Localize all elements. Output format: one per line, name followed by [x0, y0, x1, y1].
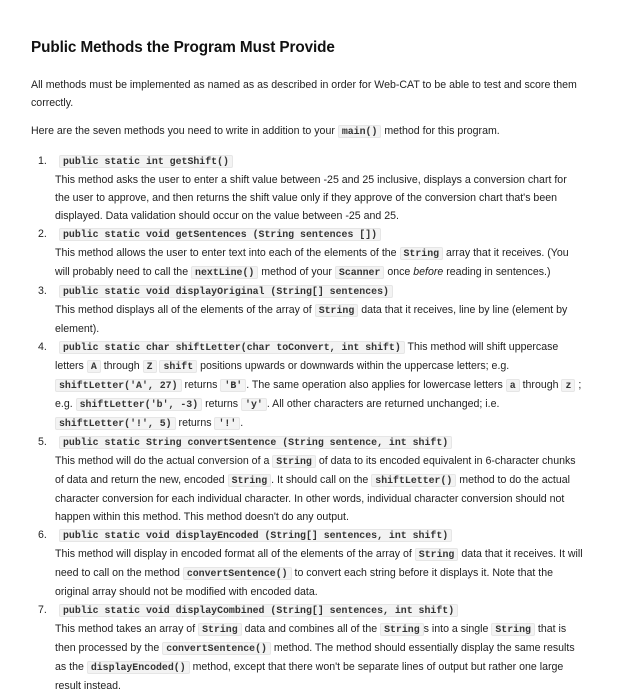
- item-number: 2.: [38, 228, 47, 240]
- method-description: This method will display in encoded format all of the elements of the array of String data that it receives. It will need to call on the method convertSentence() to convert each string before it displays it. Note that the original array should not be modified with encoded data.: [55, 548, 583, 598]
- method-item-2: [0, 225, 583, 282]
- lead-paragraph: [31, 122, 591, 141]
- method-description: This method will do the actual conversion of a String of data to its encoded equivalent in 6-character chunks of data and return the new, encoded String . It should call on the shiftLetter() method to do the actual character conversion for each individual character. In other words, individual character conversion should not happen within this method. This method doesn't do any output.: [55, 455, 576, 523]
- item-number: 4.: [38, 341, 47, 353]
- method-item-7: [0, 601, 583, 695]
- item-number: 3.: [38, 285, 47, 297]
- lead-text-after: method for this program.: [384, 125, 500, 137]
- method-description: This method asks the user to enter a shift value between -25 and 25 inclusive, displays a conversion chart for the user to approve, and then returns the shift value only if they approve of the conversion chart that's been displayed. Data validation should occur on the value between -25 and 25.: [55, 174, 567, 222]
- item-number: 6.: [38, 529, 47, 541]
- method-signature: public static int getShift(): [59, 155, 233, 168]
- page-title: Public Methods the Program Must Provide: [31, 39, 335, 56]
- method-signature: public static void getSentences (String sentences []): [59, 228, 381, 241]
- lead-text-before: Here are the seven methods you need to write in addition to your: [31, 125, 335, 137]
- method-description: This method displays all of the elements of the array of String data that it receives, line by line (element by element).: [55, 304, 568, 335]
- method-description: This method will shift uppercase letters A through Z shift positions upwards or downwards within the uppercase letters; e.g. shiftLetter('A', 27) returns 'B' . The same operation also applies for lowercase letters a through z ; e.g. shiftLetter('b', -3) returns 'y' . All other characters are returned unchanged; i.e. shiftLetter('!', 5) returns '!' .: [55, 341, 582, 429]
- method-item-5: [0, 433, 583, 526]
- method-signature: public static char shiftLetter(char toConvert, int shift): [59, 341, 405, 354]
- method-description: This method takes an array of String data and combines all of the String s into a single String that is then processed by the convertSentence() method. The method should essentially display the same results as the displayEncoded() method, except that there won't be separate lines of output but rather one large result instead.: [55, 623, 575, 692]
- intro-paragraph: All methods must be implemented as named as as described in order for Web-CAT to be able to test and score them correctly.: [31, 79, 577, 109]
- method-signature: public static void displayCombined (String[] sentences, int shift): [59, 604, 458, 617]
- method-signature: public static void displayEncoded (String[] sentences, int shift): [59, 529, 452, 542]
- method-item-6: [0, 526, 583, 601]
- method-signature: public static String convertSentence (String sentence, int shift): [59, 436, 452, 449]
- method-description: This method allows the user to enter text into each of the elements of the String array that it receives. (You will probably need to call the nextLine() method of your Scanner once before reading in sentences.): [55, 247, 569, 278]
- method-item-3: [0, 282, 583, 338]
- method-item-4: [0, 338, 583, 433]
- item-number: 7.: [38, 604, 47, 616]
- item-number: 1.: [38, 155, 47, 167]
- methods-list: [0, 152, 617, 695]
- item-number: 5.: [38, 436, 47, 448]
- method-signature: public static void displayOriginal (String[] sentences): [59, 285, 393, 298]
- main-code: main(): [338, 125, 382, 138]
- method-item-1: [0, 152, 583, 225]
